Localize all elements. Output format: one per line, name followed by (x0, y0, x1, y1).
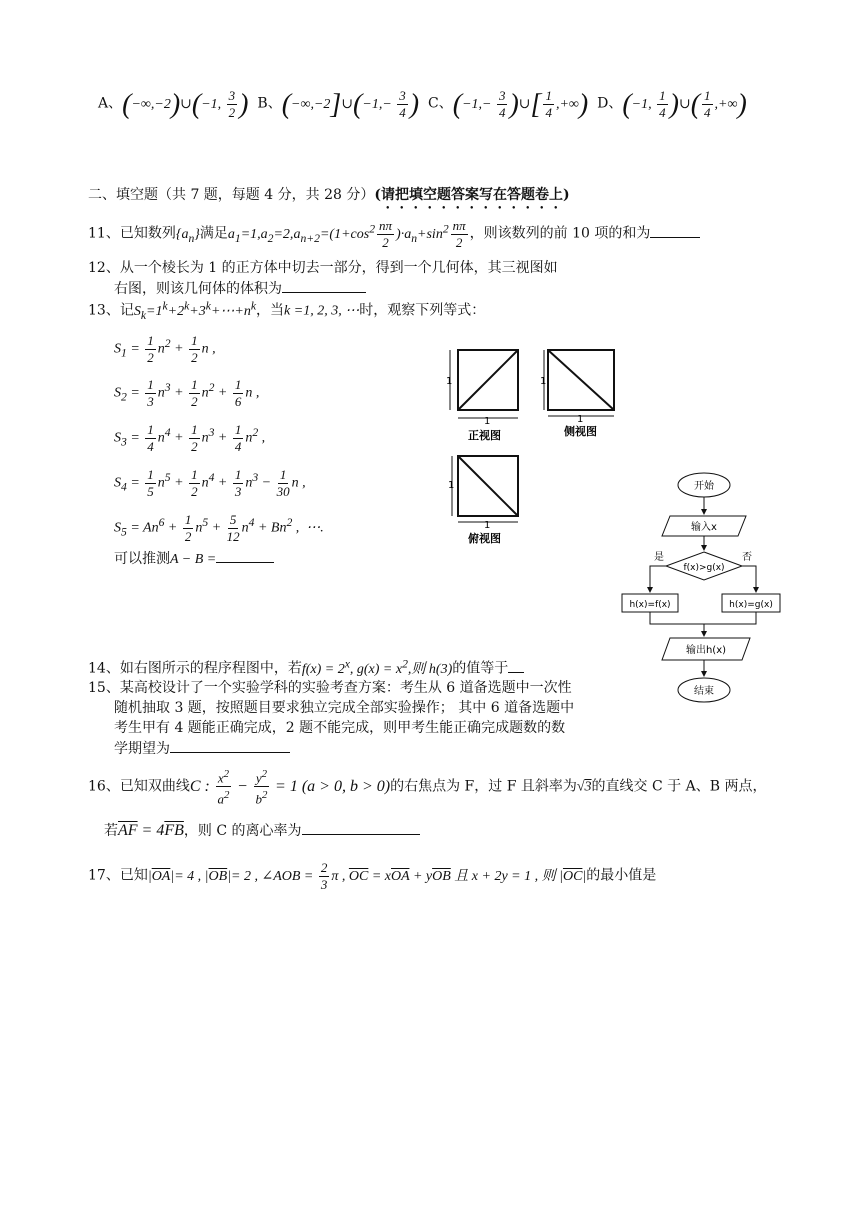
q13-ab: A − B = (170, 552, 217, 567)
q11-formula: $a_1=1,a_2=2,a_{n+2}=(1+\cos^2$ $\frac{n\pi}{2}$ )$\cdot a_n+\sin^2$ $\frac{n\pi}{2}$ (227, 218, 466, 250)
flow-end-text: 结束 (694, 686, 714, 697)
q11-answer-blank (650, 223, 700, 238)
q15-number: 15、 (88, 680, 120, 696)
q14-formula: $f(x) = 2^x$, $g(x) = x^2$,则 h(3) (301, 657, 453, 677)
question-17 (88, 860, 656, 893)
q17-text-post: 的最小值是 (586, 867, 657, 884)
flow-left-text: h(x)=f(x) (629, 600, 671, 610)
q12-answer-blank (282, 278, 366, 293)
q13-text-post2: 时，观察下列等式： (359, 302, 486, 319)
q14-answer-blank (508, 658, 524, 673)
top-dim-v: 1 (448, 480, 455, 491)
q16-number: 16、 (88, 778, 120, 795)
q11-seq: $\{a_n\}$ (175, 226, 200, 245)
eq-s1: $S_1$ = $\frac{1}{2}$ $n^2$ + $\frac{1}{2}$ n , (114, 333, 216, 365)
q14-text-pre: 如右图所示的程序程图中，若 (119, 660, 302, 677)
q11-text-mid: 满足 (199, 225, 228, 242)
eq-s4: $S_4$ = $\frac{1}{5}$ $n^5$ + $\frac{1}{2}$ $n^4$ + $\frac{1}{3}$ $n^3$ − $\frac{1}{30}$ n , (114, 467, 306, 499)
front-dim-v: 1 (446, 376, 453, 387)
q13-k-values: k =1, 2, 3, ⋯ (284, 303, 360, 319)
q13-answer-blank (216, 548, 274, 563)
question-11 (88, 218, 700, 251)
section-note: (请把填空题答案写在答题卷上) (374, 187, 570, 203)
top-view (448, 456, 518, 545)
q16-vector-eq: $\overline{AF} = 4\overline{FB}$ (118, 822, 184, 839)
option-a-expr: (−∞,−2)∪(−1, $\frac{3}{2}$ ) (122, 88, 249, 120)
q15-line1: 某高校设计了一个实验学科的实验考查方案：考生从 6 道备选题中一次性 (119, 680, 572, 696)
side-dim-v: 1 (540, 376, 547, 387)
option-d-label: D、 (597, 95, 623, 112)
flow-yes-label: 是 (654, 552, 664, 563)
q14-text-post: 的值等于 (452, 660, 509, 677)
three-views-figure (440, 340, 620, 550)
question-15 (88, 678, 574, 759)
eq-s5: $S_5 = An^6$ + $\frac{1}{2}$ $n^5$ + $\frac{5}{12}$ $n^4 + Bn^2$ , ⋯. (114, 512, 324, 544)
top-dim-h: 1 (484, 520, 491, 531)
q13-conclusion-text: 可以推测 (114, 551, 170, 567)
side-view-label: 侧视图 (564, 425, 597, 438)
question-14 (88, 657, 524, 678)
q17-number: 17、 (88, 867, 120, 884)
option-b-label: B、 (257, 95, 282, 112)
section-header (88, 184, 570, 212)
side-view (540, 350, 614, 438)
q15-line3: 考生甲有 4 题能正确完成，2 题不能完成，则甲考生能正确完成题数的数 (114, 720, 566, 736)
q11-number: 11、 (88, 225, 120, 242)
question-16-line2 (104, 820, 420, 840)
flow-condition-text: f(x)>g(x) (683, 563, 725, 573)
q14-number: 14、 (88, 660, 120, 677)
q17-conditions: $|\overline{OA}|= 4$ , $|\overline{OB}|= 2$ , ∠AOB = $\frac{2}{3}$ π , $\overline{OC} = x\overline{OA} + y\overline{OB}$ 且 x + 2y = 1 , 则 $|\overline{OC}|$ (147, 860, 587, 892)
q13-text-pre: 记 (119, 302, 134, 319)
q16-text-pre: 已知双曲线 (119, 778, 190, 795)
q16-text-post: 的直线交 C 于 A、B 两点， (591, 778, 767, 795)
q12-line2: 右图，则该几何体的体积为 (114, 281, 282, 297)
q13-sum-def: $S_k=1^k+2^k+3^k+\cdots+n^k$ (133, 299, 257, 322)
eq-s3: $S_3$ = $\frac{1}{4}$ $n^4$ + $\frac{1}{2}$ $n^3$ + $\frac{1}{4}$ $n^2$ , (114, 422, 266, 454)
q13-number: 13、 (88, 302, 120, 319)
side-dim-h: 1 (577, 414, 584, 425)
q12-line1: 从一个棱长为 1 的正方体中切去一部分，得到一个几何体，其三视图如 (119, 260, 558, 276)
flow-right-text: h(x)=g(x) (729, 600, 773, 610)
q17-text-pre: 已知 (119, 867, 148, 884)
question-16 (88, 766, 766, 808)
flow-no-label: 否 (742, 552, 752, 563)
q10-options (98, 88, 747, 121)
section-title: 二、填空题（共 7 题，每题 4 分，共 28 分） (88, 187, 375, 203)
q16-line2-post: ，则 C 的离心率为 (183, 823, 302, 839)
q13-text-post: ，当 (256, 302, 285, 319)
question-12 (88, 258, 558, 299)
q15-line2: 随机抽取 3 题，按照题目要求独立完成全部实验操作； 其中 6 道备选题中 (114, 700, 575, 716)
flow-output-text: 输出h(x) (685, 645, 727, 656)
q12-number: 12、 (88, 260, 120, 276)
flow-input-text: 输入x (691, 522, 717, 533)
option-d-expr: (−1, $\frac{1}{4}$ )∪( $\frac{1}{4}$ ,+∞) (622, 88, 747, 120)
option-c-expr: (−1,− $\frac{3}{4}$ )∪[ $\frac{1}{4}$ ,+∞) (452, 88, 589, 120)
flow-start-text: 开始 (694, 481, 714, 492)
q16-text-mid: 的右焦点为 F，过 F 且斜率为 (390, 778, 577, 795)
option-a-label: A、 (98, 95, 123, 112)
front-view-label: 正视图 (468, 429, 501, 442)
q15-line4: 学期望为 (114, 741, 170, 757)
option-c-label: C、 (428, 95, 453, 112)
q16-hyperbola: C : $\frac{x^2}{a^2}$ − $\frac{y^2}{b^2}$ = 1 (a > 0, b > 0) (189, 768, 391, 807)
eq-s2: $S_2$ = $\frac{1}{3}$ $n^3$ + $\frac{1}{2}$ $n^2$ + $\frac{1}{6}$ n , (114, 377, 260, 409)
question-13 (88, 299, 485, 321)
q16-slope: √3 (576, 779, 592, 795)
flowchart (618, 470, 788, 710)
q13-conclusion (114, 548, 274, 568)
q16-answer-blank (302, 820, 420, 835)
q15-answer-blank (170, 738, 290, 753)
front-view (446, 350, 518, 442)
top-view-label: 俯视图 (468, 532, 501, 545)
option-b-expr: (−∞,−2]∪(−1,− $\frac{3}{4}$ ) (281, 88, 420, 120)
q11-text-post: ，则该数列的前 10 项的和为 (469, 225, 651, 242)
q16-line2-pre: 若 (104, 823, 118, 839)
front-dim-h: 1 (484, 416, 491, 427)
q11-text-pre: 已知数列 (119, 225, 176, 242)
